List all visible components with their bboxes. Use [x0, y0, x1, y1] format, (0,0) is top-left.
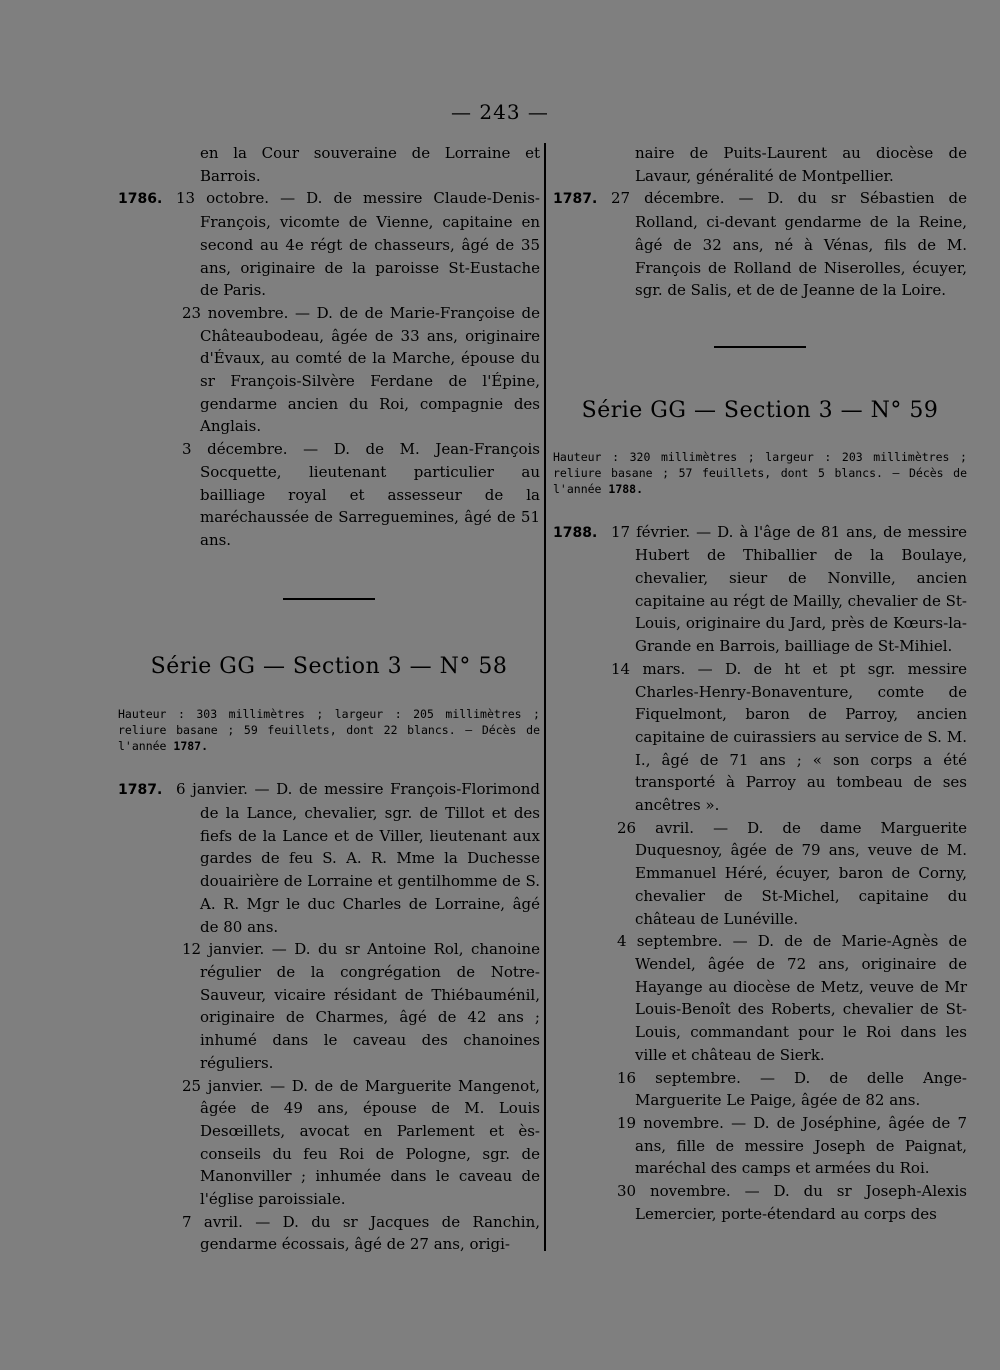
entry	[118, 778, 540, 938]
entry-text: 14 mars. — D. de ht et pt sgr. messire Charles-Henry-Bonaventure, comte de Fiquelmont, baron de Parroy, ancien capitaine de cuirassiers au service de S. M. I., âgé de 71 ans ; « son corps a été transporté à Parroy au tombeau de ses ancêtres ».	[611, 659, 967, 815]
entry-text: 16 septembre. — D. de delle Ange-Marguerite Le Paige, âgée de 82 ans.	[617, 1068, 967, 1110]
entry	[118, 438, 540, 552]
entry	[553, 1067, 967, 1112]
page-number: — 243 —	[451, 100, 549, 124]
series-description	[118, 706, 540, 754]
series-description	[553, 449, 967, 497]
entry-text: 6 janvier. — D. de messire François-Florimond de la Lance, chevalier, sgr. de Tillot et des fiefs de la Lance et de Viller, lieutenant aux gardes de feu S. A. R. Mme la Duchesse douairière de Lorraine et gentilhomme de S. A. R. Mgr le duc Charles de Lorraine, âgé de 80 ans.	[176, 780, 540, 936]
column-divider	[544, 143, 546, 1251]
entry-year: 1787.	[553, 191, 598, 208]
left-column	[118, 142, 540, 1256]
entry	[553, 930, 967, 1066]
entry	[118, 1075, 540, 1211]
entry-text: 23 novembre. — D. de de Marie-Françoise de Châteaubodeau, âgée de 33 ans, originaire d'Évaux, au comté de la Marche, épouse du sr François-Silvère Ferdane de l'Épine, gendarme ancien du Roi, compagnie des Anglais.	[182, 303, 540, 436]
entry-text: 3 décembre. — D. de M. Jean-François Socquette, lieutenant particulier au bailliage royal et assesseur de la maréchaussée de Sarreguemines, âgé de 51 ans.	[182, 440, 540, 549]
entry-text: 13 octobre. — D. de messire Claude-Denis-François, vicomte de Vienne, capitaine en second au 4e régt de chasseurs, âgé de 35 ans, originaire de la paroisse St-Eustache de Paris.	[176, 189, 540, 300]
entry	[118, 1211, 540, 1256]
entry-year: 1788.	[553, 524, 598, 541]
right-column	[553, 142, 967, 1225]
entry	[553, 658, 967, 817]
entry	[118, 302, 540, 438]
entry	[553, 1180, 967, 1225]
entry	[553, 521, 967, 658]
entry	[553, 1112, 967, 1180]
series-title: Série GG — Section 3 — N° 59	[581, 397, 939, 423]
entry-year: 1786.	[118, 191, 163, 208]
entry	[553, 817, 967, 931]
entry-text: 25 janvier. — D. de de Marguerite Mangenot, âgée de 49 ans, épouse de M. Louis Desœillets, avocat en Parlement et ès-conseils du feu Roi de Pologne, sgr. de Manonviller ; inhumée dans le caveau de l'église paroissiale.	[182, 1076, 540, 1209]
description-year: 1788.	[608, 481, 644, 496]
entry-text: 19 novembre. — D. de Joséphine, âgée de 7 ans, fille de messire Joseph de Paignat, maréchal des camps et armées du Roi.	[617, 1113, 967, 1178]
entry	[118, 187, 540, 302]
description-year: 1787.	[173, 739, 209, 754]
description-text: Hauteur : 320 millimètres ; largeur : 203 millimètres ; reliure basane ; 57 feuillets, dont 5 blancs. — Décès de l'année	[553, 449, 967, 496]
entry	[553, 187, 967, 302]
entry-text: 17 février. — D. à l'âge de 81 ans, de messire Hubert de Thiballier de la Boulaye, chevalier, sieur de Nonville, ancien capitaine au régt de Mailly, chevalier de St-Louis, originaire du Jard, près de Kœurs-la-Grande en Barrois, bailliage de St-Mihiel.	[611, 522, 967, 656]
series-title: Série GG — Section 3 — N° 58	[150, 653, 508, 679]
entry-year: 1787.	[118, 782, 163, 799]
description-text: Hauteur : 303 millimètres ; largeur : 205 millimètres ; reliure basane ; 59 feuillets, dont 22 blancs. — Décès de l'année	[118, 707, 540, 754]
entry-text: 27 décembre. — D. du sr Sébastien de Rolland, ci-devant gendarme de la Reine, âgé de 32 ans, né à Vénas, fils de M. François de Rolland de Niserolles, écuyer, sgr. de Salis, et de de Jeanne de la Loire.	[611, 189, 967, 300]
entry-text: 12 janvier. — D. du sr Antoine Rol, chanoine régulier de la congrégation de Notre-Sauveur, vicaire résidant de Thiébauménil, originaire de Charmes, âgé de 42 ans ; inhumé dans le caveau des chanoines réguliers.	[182, 940, 540, 1072]
entry-text: 7 avril. — D. du sr Jacques de Ranchin, gendarme écossais, âgé de 27 ans, origi-	[182, 1212, 540, 1254]
entry-text: 26 avril. — D. de dame Marguerite Duquesnoy, âgée de 79 ans, veuve de M. Emmanuel Héré, écuyer, baron de Corny, chevalier de St-Michel, capitaine du château de Lunéville.	[617, 818, 967, 928]
continuation-text: en la Cour souveraine de Lorraine et Barrois.	[200, 144, 540, 185]
entry-text: 30 novembre. — D. du sr Joseph-Alexis Lemercier, porte-étendard au corps des	[617, 1182, 967, 1223]
entry	[118, 938, 540, 1074]
continuation-text: naire de Puits-Laurent au diocèse de Lavaur, généralité de Montpellier.	[635, 144, 967, 185]
entry-text: 4 septembre. — D. de de Marie-Agnès de Wendel, âgée de 72 ans, originaire de Hayange au diocèse de Metz, veuve de Mr Louis-Benoît des Roberts, chevalier de St-Louis, commandant pour le Roi dans les ville et château de Sierk.	[617, 932, 967, 1064]
